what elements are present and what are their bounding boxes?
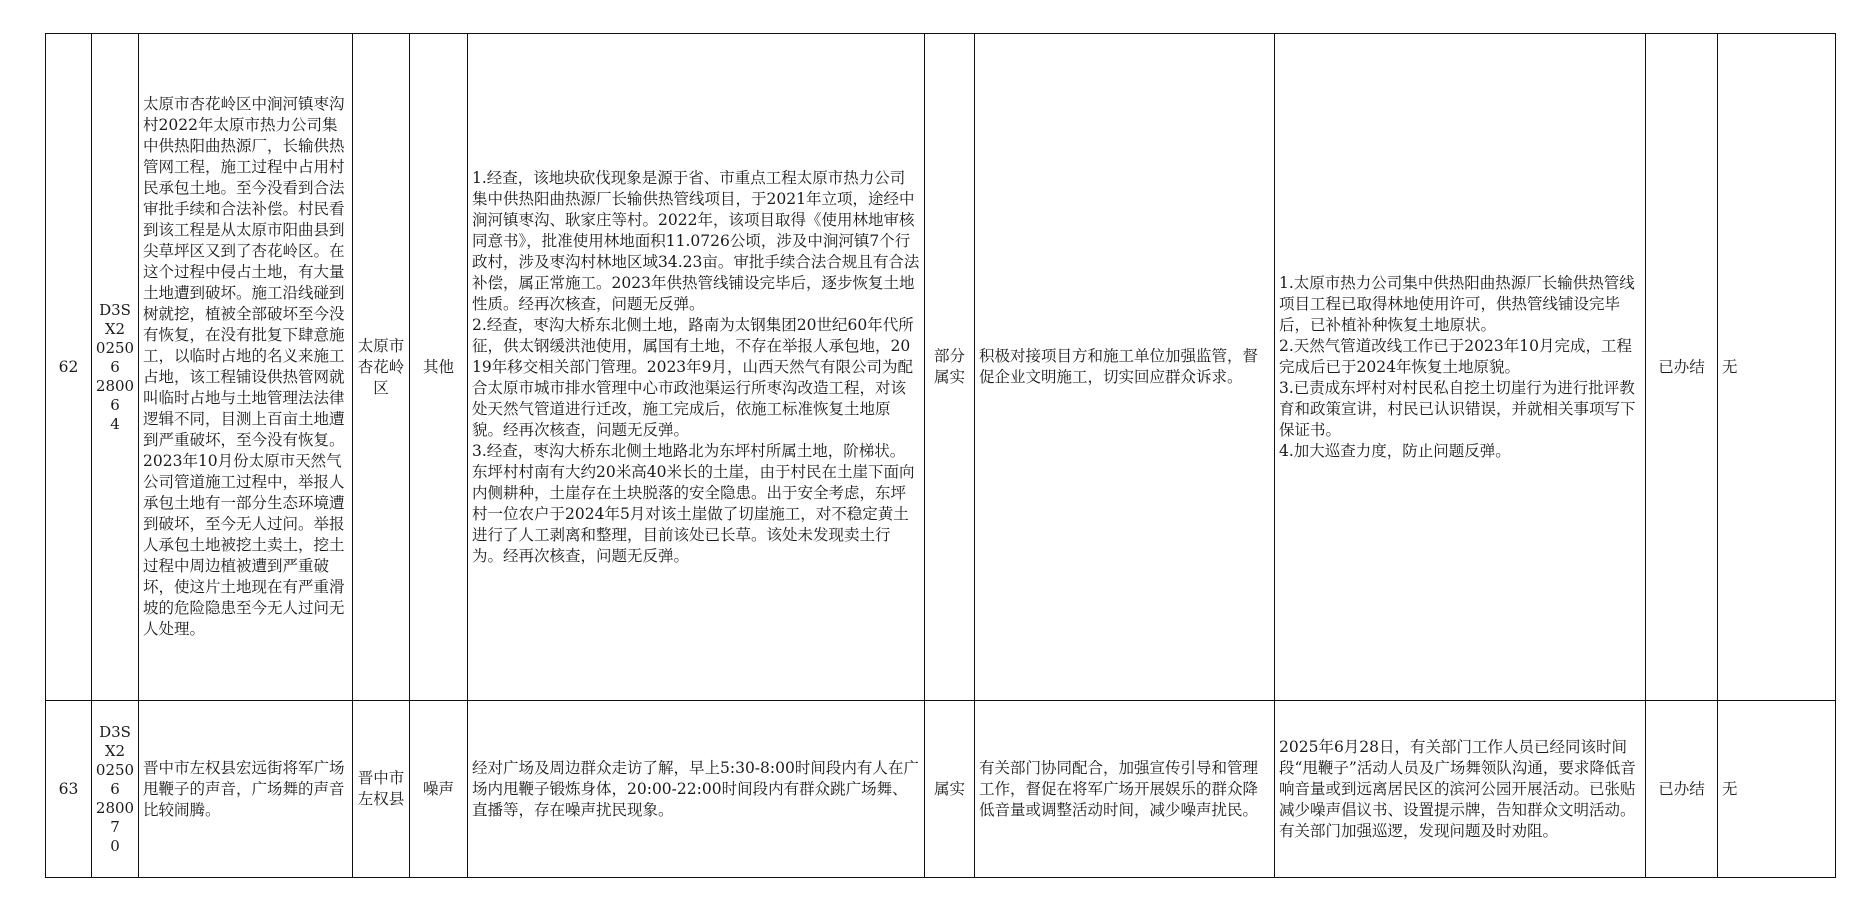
case-id: D3SX2 02506 28007 0 <box>92 701 139 878</box>
case-status: 已办结 <box>1646 701 1718 878</box>
accountability: 无 <box>1718 701 1836 878</box>
rectification-result <box>1275 34 1646 701</box>
handling-measures: 有关部门协同配合，加强宣传引导和管理工作，督促在将军广场开展娱乐的群众降低音量或调整活动时间，减少噪声扰民。 <box>975 701 1275 878</box>
pollution-category: 其他 <box>410 34 468 701</box>
administrative-area: 晋中市左权县 <box>353 701 410 878</box>
accountability: 无 <box>1718 34 1836 701</box>
investigation-finding <box>468 34 925 701</box>
handling-measures: 积极对接项目方和施工单位加强监管，督促企业文明施工，切实回应群众诉求。 <box>975 34 1275 701</box>
administrative-area: 太原市杏花岭区 <box>353 34 410 701</box>
complaint-content: 晋中市左权县宏远街将军广场甩鞭子的声音，广场舞的声音比较闹腾。 <box>139 701 353 878</box>
case-id: D3SX2 02506 28006 4 <box>92 34 139 701</box>
verification-verdict: 部分属实 <box>925 34 975 701</box>
complaint-content: 太原市杏花岭区中涧河镇枣沟村2022年太原市热力公司集中供热阳曲热源厂，长输供热管网工程，施工过程中占用村民承包土地。至今没看到合法审批手续和合法补偿。村民看到该工程是从太原市阳曲县到尖草坪区又到了杏花岭区。在这个过程中侵占土地，有大量土地遭到破坏。施工沿线碰到树就挖，植被全部破坏至今没有恢复，在没有批复下肆意施工，以临时占地的名义来施工占地，该工程铺设供热管网就叫临时占地与土地管理法法律逻辑不同，目测上百亩土地遭到严重破坏，至今没有恢复。2023年10月份太原市天然气公司管道施工过程中，举报人承包土地有一部分生态环境遭到破坏，至今无人过问。举报人承包土地被挖土卖土，挖土过程中周边植被遭到严重破坏，使这片土地现在有严重滑坡的危险隐患至今无人过问无人处理。 <box>139 34 353 701</box>
verification-verdict: 属实 <box>925 701 975 878</box>
finding-text: 1.经查，该地块砍伐现象是源于省、市重点工程太原市热力公司集中供热阳曲热源厂长输供热管线项目，于2021年立项，途经中涧河镇枣沟、耿家庄等村。2022年，该项目取得《使用林地审核同意书》，批准使用林地面积11.0726公顷，涉及中涧河镇7个行政村，涉及枣沟村林地区域34.23亩。审批手续合法合规且有合法补偿，属正常施工。2023年供热管线铺设完毕后，逐步恢复土地性质。经再次核查，问题无反弹。 2.经查，枣沟大桥东北侧土地，路南为太钢集团20世纪60年代所征，供太钢缓洪池使用，属国有土地，不存在举报人承包地，2019年移交相关部门管理。2023年9月，山西天然气有限公司为配合太原市城市排水管理中心市政池渠运行所枣沟改造工程，对该处天然气管道进行迁改，施工完成后，依施工标准恢复土地原貌。经再次核查，问题无反弹。 3.经查，枣沟大桥东北侧土地路北为东坪村所属土地，阶梯状。东坪村村南有大约20米高40米长的土崖，由于村民在土崖下面向内侧耕种，土崖存在土块脱落的安全隐患。出于安全考虑，东坪村一位农户于2024年5月对该土崖做了切崖施工，对不稳定黄土进行了人工剥离和整理，目前该处已长草。该处未发现卖土行为。经再次核查，问题无反弹。 <box>472 168 920 565</box>
investigation-finding: 经对广场及周边群众走访了解，早上5:30-8:00时间段内有人在广场内甩鞭子锻炼身体，20:00-22:00时间段内有群众跳广场舞、直播等，存在噪声扰民现象。 <box>468 701 925 878</box>
row-number: 62 <box>46 34 92 701</box>
table-row <box>46 701 1836 878</box>
case-status: 已办结 <box>1646 34 1718 701</box>
pollution-category: 噪声 <box>410 701 468 878</box>
row-number: 63 <box>46 701 92 878</box>
table-row <box>46 34 1836 701</box>
rectification-result: 2025年6月28日，有关部门工作人员已经同该时间段“甩鞭子”活动人员及广场舞领队沟通，要求降低音响音量或到远离居民区的滨河公园开展活动。已张贴减少噪声倡议书、设置提示牌，告知群众文明活动。有关部门加强巡逻，发现问题及时劝阻。 <box>1275 701 1646 878</box>
case-table <box>45 33 1836 878</box>
result-text: 1.太原市热力公司集中供热阳曲热源厂长输供热管线项目工程已取得林地使用许可，供热管线铺设完毕后，已补植补种恢复土地原状。 2.天然气管道改线工作已于2023年10月完成，工程完成后已于2024年恢复土地原貌。 3.已责成东坪村对村民私自挖土切崖行为进行批评教育和政策宣讲，村民已认识错误，并就相关事项写下保证书。 4.加大巡查力度，防止问题反弹。 <box>1279 273 1636 460</box>
